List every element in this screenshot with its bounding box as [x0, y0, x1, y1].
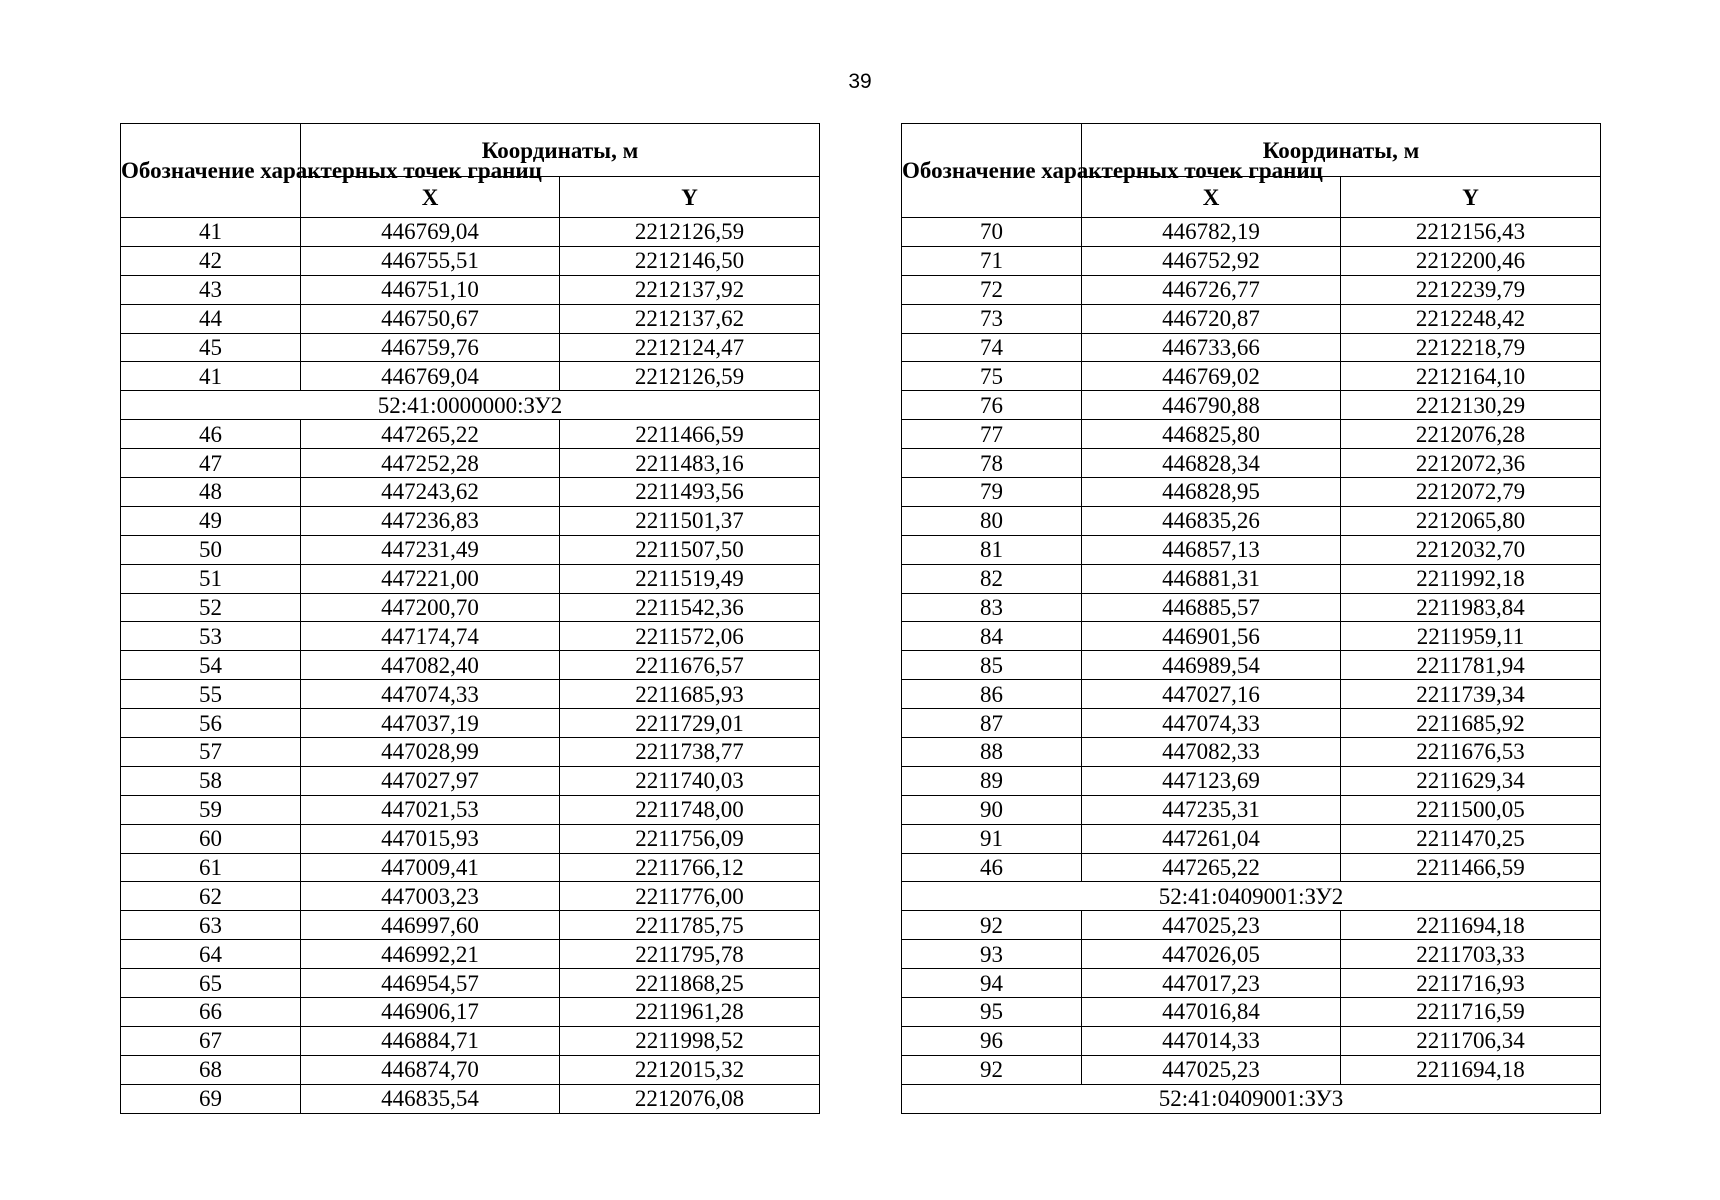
header-point-name: Обозначение характерных точек границ	[121, 124, 301, 218]
point-cell: 75	[902, 362, 1082, 391]
point-cell: 68	[121, 1055, 301, 1084]
table-row	[121, 911, 820, 940]
point-cell: 78	[902, 449, 1082, 478]
x-cell: 446726,77	[1082, 275, 1341, 304]
header-y: Y	[1341, 177, 1601, 218]
point-cell: 69	[121, 1084, 301, 1113]
x-cell: 447074,33	[1082, 709, 1341, 738]
y-cell: 2211961,28	[560, 998, 820, 1027]
point-cell: 77	[902, 420, 1082, 449]
x-cell: 447082,33	[1082, 738, 1341, 767]
table-row	[121, 275, 820, 304]
x-cell: 447027,16	[1082, 680, 1341, 709]
y-cell: 2211868,25	[560, 969, 820, 998]
table-row	[902, 333, 1601, 362]
point-cell: 46	[121, 420, 301, 449]
y-cell: 2211739,34	[1341, 680, 1601, 709]
y-cell: 2212072,36	[1341, 449, 1601, 478]
point-cell: 92	[902, 911, 1082, 940]
y-cell: 2211781,94	[1341, 651, 1601, 680]
table-row	[902, 420, 1601, 449]
y-cell: 2211716,93	[1341, 969, 1601, 998]
table-row	[121, 506, 820, 535]
point-cell: 44	[121, 304, 301, 333]
point-cell: 79	[902, 478, 1082, 507]
table-row	[121, 709, 820, 738]
table-row	[902, 1026, 1601, 1055]
y-cell: 2211998,52	[560, 1026, 820, 1055]
x-cell: 447174,74	[301, 622, 560, 651]
point-cell: 92	[902, 1055, 1082, 1084]
table-row	[121, 333, 820, 362]
x-cell: 446885,57	[1082, 593, 1341, 622]
table-body-right	[902, 218, 1601, 1114]
table-row	[902, 506, 1601, 535]
x-cell: 447123,69	[1082, 766, 1341, 795]
table-row	[902, 738, 1601, 767]
y-cell: 2211748,00	[560, 795, 820, 824]
table-row	[121, 824, 820, 853]
point-cell: 87	[902, 709, 1082, 738]
point-cell: 66	[121, 998, 301, 1027]
table-row	[902, 853, 1601, 882]
table-row	[902, 795, 1601, 824]
point-cell: 55	[121, 680, 301, 709]
point-cell: 64	[121, 940, 301, 969]
table-row	[902, 218, 1601, 247]
header-coordinates: Координаты, м	[301, 124, 820, 177]
table-row	[902, 304, 1601, 333]
point-cell: 67	[121, 1026, 301, 1055]
y-cell: 2212130,29	[1341, 391, 1601, 420]
y-cell: 2211716,59	[1341, 998, 1601, 1027]
point-cell: 41	[121, 218, 301, 247]
table-row	[121, 449, 820, 478]
section-label: 52:41:0000000:ЗУ2	[121, 391, 820, 420]
y-cell: 2211685,93	[560, 680, 820, 709]
point-cell: 60	[121, 824, 301, 853]
y-cell: 2212137,62	[560, 304, 820, 333]
y-cell: 2212126,59	[560, 362, 820, 391]
x-cell: 446906,17	[301, 998, 560, 1027]
table-row	[902, 391, 1601, 420]
point-cell: 71	[902, 246, 1082, 275]
table-body-left	[121, 218, 820, 1114]
y-cell: 2211542,36	[560, 593, 820, 622]
point-cell: 94	[902, 969, 1082, 998]
point-cell: 90	[902, 795, 1082, 824]
x-cell: 447261,04	[1082, 824, 1341, 853]
x-cell: 447074,33	[301, 680, 560, 709]
table-row	[121, 593, 820, 622]
table-row	[902, 911, 1601, 940]
x-cell: 446750,67	[301, 304, 560, 333]
table-row	[121, 998, 820, 1027]
header-y: Y	[560, 177, 820, 218]
y-cell: 2212124,47	[560, 333, 820, 362]
x-cell: 446751,10	[301, 275, 560, 304]
point-cell: 91	[902, 824, 1082, 853]
point-cell: 59	[121, 795, 301, 824]
point-cell: 58	[121, 766, 301, 795]
x-cell: 447265,22	[301, 420, 560, 449]
point-cell: 50	[121, 535, 301, 564]
point-cell: 88	[902, 738, 1082, 767]
point-cell: 86	[902, 680, 1082, 709]
point-cell: 70	[902, 218, 1082, 247]
table-row	[121, 766, 820, 795]
y-cell: 2212137,92	[560, 275, 820, 304]
y-cell: 2211694,18	[1341, 1055, 1601, 1084]
x-cell: 446769,04	[301, 362, 560, 391]
x-cell: 447200,70	[301, 593, 560, 622]
x-cell: 446752,92	[1082, 246, 1341, 275]
section-row	[902, 1084, 1601, 1113]
point-cell: 95	[902, 998, 1082, 1027]
table-row	[121, 1084, 820, 1113]
y-cell: 2212076,28	[1341, 420, 1601, 449]
y-cell: 2211729,01	[560, 709, 820, 738]
y-cell: 2212126,59	[560, 218, 820, 247]
x-cell: 446828,95	[1082, 478, 1341, 507]
table-row	[121, 622, 820, 651]
table-row	[121, 304, 820, 333]
table-row	[121, 738, 820, 767]
y-cell: 2212200,46	[1341, 246, 1601, 275]
table-row	[121, 218, 820, 247]
y-cell: 2212015,32	[560, 1055, 820, 1084]
table-row	[121, 1055, 820, 1084]
x-cell: 447231,49	[301, 535, 560, 564]
x-cell: 447009,41	[301, 853, 560, 882]
y-cell: 2211470,25	[1341, 824, 1601, 853]
table-row	[121, 478, 820, 507]
y-cell: 2211493,56	[560, 478, 820, 507]
y-cell: 2212239,79	[1341, 275, 1601, 304]
header-x: X	[1082, 177, 1341, 218]
point-cell: 47	[121, 449, 301, 478]
x-cell: 447017,23	[1082, 969, 1341, 998]
table-row	[902, 824, 1601, 853]
point-cell: 73	[902, 304, 1082, 333]
table-row	[902, 564, 1601, 593]
y-cell: 2211983,84	[1341, 593, 1601, 622]
x-cell: 447025,23	[1082, 1055, 1341, 1084]
y-cell: 2211785,75	[560, 911, 820, 940]
table-row	[902, 940, 1601, 969]
point-cell: 81	[902, 535, 1082, 564]
y-cell: 2211507,50	[560, 535, 820, 564]
x-cell: 446825,80	[1082, 420, 1341, 449]
y-cell: 2212076,08	[560, 1084, 820, 1113]
point-cell: 93	[902, 940, 1082, 969]
table-row	[902, 275, 1601, 304]
point-cell: 51	[121, 564, 301, 593]
x-cell: 447015,93	[301, 824, 560, 853]
y-cell: 2212032,70	[1341, 535, 1601, 564]
y-cell: 2211501,37	[560, 506, 820, 535]
point-cell: 83	[902, 593, 1082, 622]
table-row	[121, 795, 820, 824]
x-cell: 446790,88	[1082, 391, 1341, 420]
table-row	[121, 882, 820, 911]
table-row	[121, 1026, 820, 1055]
x-cell: 447027,97	[301, 766, 560, 795]
x-cell: 447026,05	[1082, 940, 1341, 969]
y-cell: 2211519,49	[560, 564, 820, 593]
x-cell: 447235,31	[1082, 795, 1341, 824]
y-cell: 2211756,09	[560, 824, 820, 853]
x-cell: 447025,23	[1082, 911, 1341, 940]
x-cell: 446733,66	[1082, 333, 1341, 362]
section-label: 52:41:0409001:ЗУ2	[902, 882, 1601, 911]
point-cell: 57	[121, 738, 301, 767]
x-cell: 447265,22	[1082, 853, 1341, 882]
table-row	[121, 420, 820, 449]
x-cell: 446769,04	[301, 218, 560, 247]
y-cell: 2211676,57	[560, 651, 820, 680]
table-row	[902, 998, 1601, 1027]
header-x: X	[301, 177, 560, 218]
coordinates-table-right	[901, 123, 1601, 1114]
x-cell: 446835,26	[1082, 506, 1341, 535]
page-number: 39	[848, 70, 872, 93]
table-row	[121, 564, 820, 593]
x-cell: 446874,70	[301, 1055, 560, 1084]
table-row	[902, 593, 1601, 622]
table-row	[121, 535, 820, 564]
x-cell: 447236,83	[301, 506, 560, 535]
table-row	[902, 449, 1601, 478]
point-cell: 82	[902, 564, 1082, 593]
y-cell: 2211572,06	[560, 622, 820, 651]
x-cell: 446759,76	[301, 333, 560, 362]
point-cell: 52	[121, 593, 301, 622]
y-cell: 2212146,50	[560, 246, 820, 275]
point-cell: 43	[121, 275, 301, 304]
x-cell: 447221,00	[301, 564, 560, 593]
x-cell: 447252,28	[301, 449, 560, 478]
x-cell: 446901,56	[1082, 622, 1341, 651]
point-cell: 89	[902, 766, 1082, 795]
x-cell: 446720,87	[1082, 304, 1341, 333]
point-cell: 74	[902, 333, 1082, 362]
x-cell: 446954,57	[301, 969, 560, 998]
x-cell: 447243,62	[301, 478, 560, 507]
table-row	[902, 246, 1601, 275]
table-row	[121, 651, 820, 680]
point-cell: 61	[121, 853, 301, 882]
table-row	[902, 680, 1601, 709]
x-cell: 447021,53	[301, 795, 560, 824]
point-cell: 63	[121, 911, 301, 940]
y-cell: 2211500,05	[1341, 795, 1601, 824]
table-row	[121, 969, 820, 998]
y-cell: 2212218,79	[1341, 333, 1601, 362]
y-cell: 2211738,77	[560, 738, 820, 767]
section-row	[121, 391, 820, 420]
x-cell: 446835,54	[301, 1084, 560, 1113]
x-cell: 447037,19	[301, 709, 560, 738]
point-cell: 41	[121, 362, 301, 391]
point-cell: 80	[902, 506, 1082, 535]
table-row	[902, 1055, 1601, 1084]
x-cell: 446828,34	[1082, 449, 1341, 478]
table-row	[902, 766, 1601, 795]
y-cell: 2212164,10	[1341, 362, 1601, 391]
point-cell: 56	[121, 709, 301, 738]
header-coordinates: Координаты, м	[1082, 124, 1601, 177]
x-cell: 446884,71	[301, 1026, 560, 1055]
coordinates-table-left	[120, 123, 820, 1114]
table-row	[121, 680, 820, 709]
table-row	[902, 622, 1601, 651]
section-label: 52:41:0409001:ЗУ3	[902, 1084, 1601, 1113]
point-cell: 96	[902, 1026, 1082, 1055]
table-row	[902, 969, 1601, 998]
x-cell: 446769,02	[1082, 362, 1341, 391]
y-cell: 2212156,43	[1341, 218, 1601, 247]
y-cell: 2212072,79	[1341, 478, 1601, 507]
y-cell: 2211466,59	[1341, 853, 1601, 882]
y-cell: 2211740,03	[560, 766, 820, 795]
point-cell: 72	[902, 275, 1082, 304]
point-cell: 54	[121, 651, 301, 680]
y-cell: 2211992,18	[1341, 564, 1601, 593]
point-cell: 45	[121, 333, 301, 362]
x-cell: 447028,99	[301, 738, 560, 767]
x-cell: 447016,84	[1082, 998, 1341, 1027]
y-cell: 2211676,53	[1341, 738, 1601, 767]
section-row	[902, 882, 1601, 911]
x-cell: 446881,31	[1082, 564, 1341, 593]
x-cell: 446857,13	[1082, 535, 1341, 564]
x-cell: 447082,40	[301, 651, 560, 680]
point-cell: 53	[121, 622, 301, 651]
point-cell: 62	[121, 882, 301, 911]
point-cell: 84	[902, 622, 1082, 651]
table-row	[121, 246, 820, 275]
x-cell: 447003,23	[301, 882, 560, 911]
y-cell: 2212065,80	[1341, 506, 1601, 535]
table-row	[121, 940, 820, 969]
y-cell: 2211694,18	[1341, 911, 1601, 940]
y-cell: 2211466,59	[560, 420, 820, 449]
point-cell: 49	[121, 506, 301, 535]
y-cell: 2211706,34	[1341, 1026, 1601, 1055]
y-cell: 2211483,16	[560, 449, 820, 478]
point-cell: 42	[121, 246, 301, 275]
y-cell: 2211703,33	[1341, 940, 1601, 969]
point-cell: 65	[121, 969, 301, 998]
x-cell: 446992,21	[301, 940, 560, 969]
table-row	[902, 651, 1601, 680]
table-row	[902, 362, 1601, 391]
x-cell: 446989,54	[1082, 651, 1341, 680]
x-cell: 446997,60	[301, 911, 560, 940]
point-cell: 85	[902, 651, 1082, 680]
x-cell: 447014,33	[1082, 1026, 1341, 1055]
y-cell: 2211766,12	[560, 853, 820, 882]
header-point-name: Обозначение характерных точек границ	[902, 124, 1082, 218]
x-cell: 446782,19	[1082, 218, 1341, 247]
table-row	[121, 362, 820, 391]
x-cell: 446755,51	[301, 246, 560, 275]
table-row	[902, 478, 1601, 507]
y-cell: 2211776,00	[560, 882, 820, 911]
table-row	[902, 709, 1601, 738]
y-cell: 2212248,42	[1341, 304, 1601, 333]
y-cell: 2211685,92	[1341, 709, 1601, 738]
point-cell: 48	[121, 478, 301, 507]
table-row	[902, 535, 1601, 564]
y-cell: 2211795,78	[560, 940, 820, 969]
table-row	[121, 853, 820, 882]
y-cell: 2211959,11	[1341, 622, 1601, 651]
point-cell: 76	[902, 391, 1082, 420]
y-cell: 2211629,34	[1341, 766, 1601, 795]
point-cell: 46	[902, 853, 1082, 882]
